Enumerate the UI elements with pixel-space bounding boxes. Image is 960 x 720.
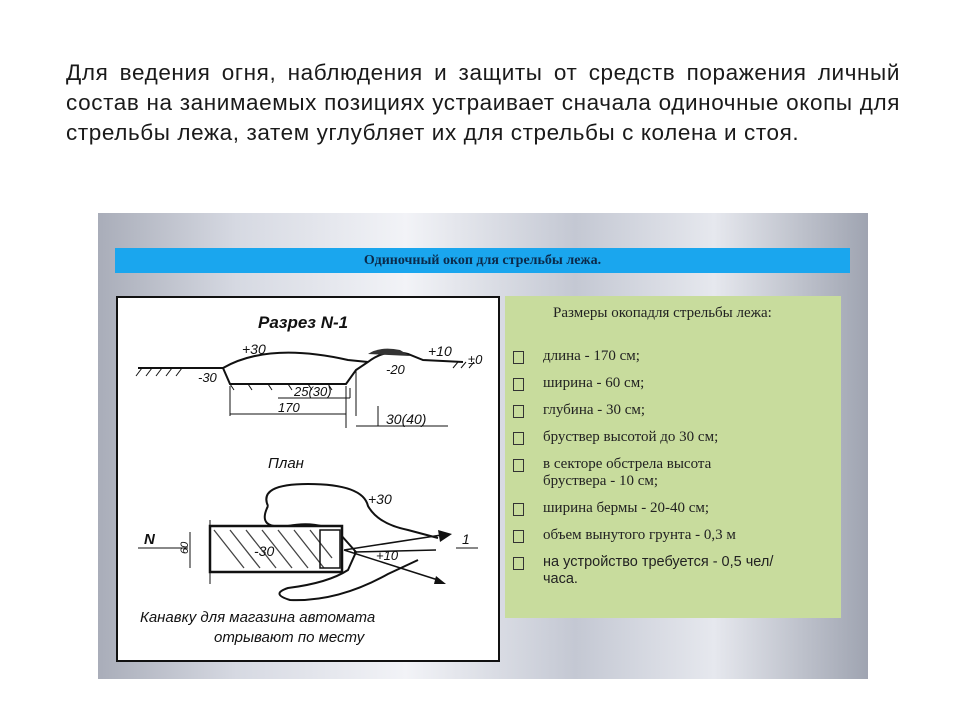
checkbox-icon (513, 351, 524, 364)
plan-plus10: +10 (376, 548, 399, 563)
dimensions-title: Размеры окопадля стрельбы лежа: (553, 305, 772, 321)
plan-one: 1 (462, 531, 470, 547)
plan-plus30: +30 (368, 491, 392, 507)
diagram-caption-line2: отрывают по месту (214, 629, 365, 646)
list-item (513, 456, 838, 490)
dimensions-panel (505, 296, 841, 618)
checkbox-icon (513, 459, 524, 472)
list-item (513, 348, 838, 365)
slide-title: Одиночный окоп для стрельбы лежа. (115, 248, 850, 273)
list-item-text: длина - 170 см; (543, 348, 640, 364)
list-item-text: ширина - 60 см; (543, 375, 645, 391)
list-item (513, 429, 838, 446)
list-item-text: глубина - 30 см; (543, 402, 646, 418)
list-item (513, 527, 838, 544)
slide-image (98, 213, 868, 679)
checkbox-icon (513, 405, 524, 418)
checkbox-icon (513, 557, 524, 570)
list-item (513, 500, 838, 517)
list-item-text: в секторе обстрела высота бруствера - 10 см; (543, 456, 712, 489)
trench-drawing (118, 298, 498, 660)
section-minus20: -20 (386, 362, 405, 377)
checkbox-icon (513, 503, 524, 516)
section-title: Разрез N-1 (258, 313, 349, 332)
diagram-caption-line1: Канавку для магазина автомата (140, 609, 376, 626)
intro-paragraph: Для ведения огня, наблюдения и защиты от средств поражения личный состав на занимаемых позициях устраивает сначала одиночные окопы для стрельбы лежа, затем углубляет их для стрельбы с колена и стоя. (66, 60, 900, 145)
section-dim-25-30: 25(30) (294, 384, 332, 399)
list-item (513, 375, 838, 392)
plan-n: N (144, 531, 155, 548)
section-plus30: +30 (242, 341, 266, 357)
checkbox-icon (513, 432, 524, 445)
list-item-text: ширина бермы - 20-40 см; (543, 500, 710, 516)
list-item (513, 554, 838, 588)
list-item (513, 402, 838, 419)
plan-title: План (268, 455, 304, 472)
section-minus30: -30 (198, 370, 217, 385)
section-plus10: +10 (428, 343, 452, 359)
list-item-text: бруствер высотой до 30 см; (543, 429, 719, 445)
plan-dim-60: 60 (179, 541, 191, 554)
plan-minus30: -30 (254, 543, 275, 559)
section-zero: ±0 (468, 352, 483, 367)
list-item-text: на устройство требуется - 0,5 чел/часа. (543, 554, 774, 587)
trench-diagram (116, 296, 500, 662)
section-dim-30-40: 30(40) (386, 411, 427, 427)
checkbox-icon (513, 378, 524, 391)
list-item-text: объем вынутого грунта - 0,3 м (543, 527, 736, 543)
checkbox-icon (513, 530, 524, 543)
section-dim-170: 170 (278, 400, 300, 415)
